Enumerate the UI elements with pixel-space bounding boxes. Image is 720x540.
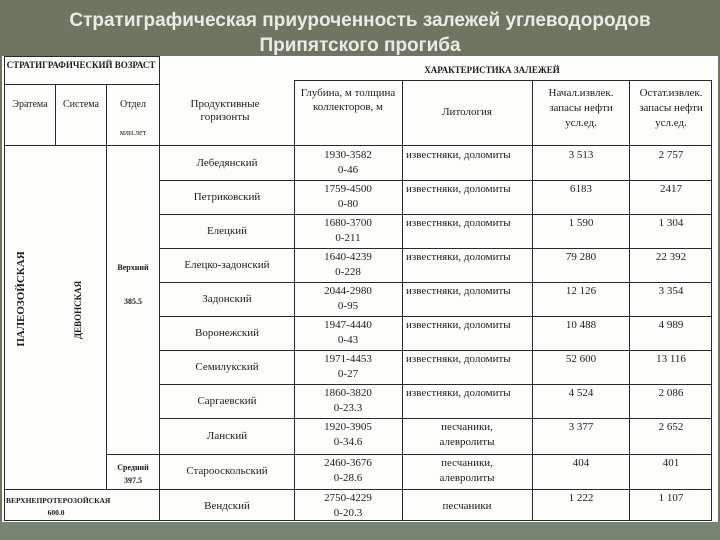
grid-line [159, 282, 712, 283]
row-horizon: Воронежский [194, 327, 259, 339]
grid-line [106, 454, 159, 455]
row-lithology: песчаники, [441, 421, 493, 433]
row-residual-reserves: 2 652 [658, 421, 684, 433]
grid-line [159, 418, 712, 419]
grid-line [159, 350, 712, 351]
row-initial-reserves: 4 524 [568, 387, 594, 399]
row-thickness: 0-46 [337, 164, 359, 176]
grid-line [159, 454, 712, 455]
row-residual-reserves: 2417 [660, 183, 682, 195]
row-initial-reserves: 3 513 [568, 149, 594, 161]
header-otdel-unit: млн.лет [119, 128, 147, 137]
row-depth: 1947-4440 [324, 319, 372, 331]
row-initial-reserves: 12 126 [565, 285, 597, 297]
row-depth: 1930-3582 [324, 149, 372, 161]
row-lithology: песчаники [442, 500, 492, 512]
row-thickness: 0-228 [335, 266, 361, 278]
header-eratema: Эратема [12, 99, 48, 110]
row-initial-reserves: 52 600 [565, 353, 597, 365]
grid-line [4, 56, 159, 57]
footer-eratema: ВЕРХНЕПРОТЕРОЗОЙСКАЯ [6, 496, 111, 505]
row-initial-reserves: 1 590 [568, 217, 594, 229]
grid-line [4, 520, 712, 521]
row-residual-reserves: 22 392 [655, 251, 687, 263]
row-residual-reserves: 1 107 [658, 492, 684, 504]
stratigraphy-table [2, 56, 718, 522]
slide-title-line-1: Стратиграфическая приуроченность залежей углеводородов [69, 10, 651, 31]
grid-line [4, 84, 159, 85]
header-initial-reserves: Начал.извлек. запасы нефти усл.ед. [548, 87, 614, 129]
row-lithology-2: алевролиты [439, 436, 495, 448]
row-lithology: известняки, доломиты [406, 251, 511, 263]
row-initial-reserves: 79 280 [565, 251, 597, 263]
row-horizon: Елецкий [206, 225, 248, 237]
slide-footer-bar [0, 522, 720, 540]
row-depth: 2750-4229 [324, 492, 372, 504]
header-strat-age: СТРАТИГРАФИЧЕСКИЙ ВОЗРАСТ [6, 60, 156, 70]
row-thickness: 0-34.6 [333, 436, 363, 448]
row-lithology: песчаники, [441, 457, 493, 469]
row-thickness: 0-23.3 [333, 402, 363, 414]
row-initial-reserves: 6183 [570, 183, 592, 195]
grid-line [159, 384, 712, 385]
row-depth: 1971-4453 [324, 353, 372, 365]
header-otdel: Отдел [120, 99, 146, 110]
footer-age: 600.0 [47, 508, 65, 517]
row-lithology: известняки, доломиты [406, 319, 511, 331]
grid-line [159, 316, 712, 317]
row-thickness: 0-20.3 [333, 507, 363, 519]
header-deposit-characteristics: ХАРАКТЕРИСТИКА ЗАЛЕЖЕЙ [424, 65, 560, 75]
header-lithology: Литология [442, 106, 492, 118]
row-thickness: 0-80 [337, 198, 359, 210]
grid-line [294, 80, 712, 81]
header-system: Система [63, 99, 99, 110]
row-residual-reserves: 13 116 [656, 353, 686, 365]
row-horizon: Старооскольский [186, 465, 268, 477]
row-depth: 1920-3905 [324, 421, 372, 433]
row-lithology: известняки, доломиты [406, 149, 511, 161]
row-lithology: известняки, доломиты [406, 387, 511, 399]
eratema-label: ПАЛЕОЗОЙСКАЯ [15, 251, 27, 347]
grid-line [159, 248, 712, 249]
row-lithology: известняки, доломиты [406, 353, 511, 365]
grid-line [106, 84, 107, 489]
row-initial-reserves: 404 [572, 457, 590, 469]
row-horizon: Семилукский [195, 361, 259, 373]
row-residual-reserves: 2 086 [658, 387, 684, 399]
row-initial-reserves: 3 377 [568, 421, 594, 433]
header-horizons: Продуктивные горизонты [190, 98, 260, 123]
row-residual-reserves: 2 757 [658, 149, 684, 161]
grid-line [159, 214, 712, 215]
row-horizon: Лебедянский [196, 157, 258, 169]
otdel-middle-age: 397.5 [124, 476, 142, 485]
otdel-upper-age: 385.5 [124, 297, 142, 306]
grid-line [159, 56, 160, 520]
row-lithology: известняки, доломиты [406, 217, 511, 229]
grid-line [4, 489, 106, 490]
row-lithology: известняки, доломиты [406, 183, 511, 195]
row-horizon: Задонский [202, 293, 252, 305]
row-residual-reserves: 3 354 [658, 285, 684, 297]
grid-line [4, 56, 5, 520]
row-lithology: известняки, доломиты [406, 285, 511, 297]
row-horizon: Ланский [206, 430, 248, 442]
row-residual-reserves: 1 304 [658, 217, 684, 229]
grid-line [4, 145, 712, 146]
header-residual-reserves: Остат.извлек. запасы нефти усл.ед. [639, 87, 703, 129]
slide-title-line-2: Припятского прогиба [259, 35, 461, 56]
row-depth: 1640-4239 [324, 251, 372, 263]
row-initial-reserves: 10 488 [565, 319, 597, 331]
row-depth: 1759-4500 [324, 183, 372, 195]
row-initial-reserves: 1 222 [568, 492, 594, 504]
row-thickness: 0-43 [337, 334, 359, 346]
row-horizon: Вендский [204, 500, 250, 512]
otdel-upper: Верхний [117, 263, 149, 272]
row-depth: 1860-3820 [324, 387, 372, 399]
row-depth: 1680-3700 [324, 217, 372, 229]
grid-line [106, 489, 712, 490]
row-thickness: 0-211 [335, 232, 361, 244]
row-thickness: 0-28.6 [333, 472, 363, 484]
row-residual-reserves: 4 989 [658, 319, 684, 331]
row-depth: 2460-3676 [324, 457, 372, 469]
row-lithology-2: алевролиты [439, 472, 495, 484]
row-horizon: Саргаевский [197, 395, 257, 407]
row-thickness: 0-27 [337, 368, 359, 380]
row-thickness: 0-95 [337, 300, 359, 312]
grid-line [55, 84, 56, 145]
header-depth: Глубина, м толщина коллекторов, м [300, 87, 396, 113]
row-depth: 2044-2980 [324, 285, 372, 297]
grid-line [159, 180, 712, 181]
system-label: ДЕВОНСКАЯ [73, 280, 83, 340]
row-residual-reserves: 401 [662, 457, 680, 469]
row-horizon: Петриковский [193, 191, 261, 203]
row-horizon: Елецко-задонский [184, 259, 270, 271]
otdel-middle: Средний [117, 463, 149, 472]
